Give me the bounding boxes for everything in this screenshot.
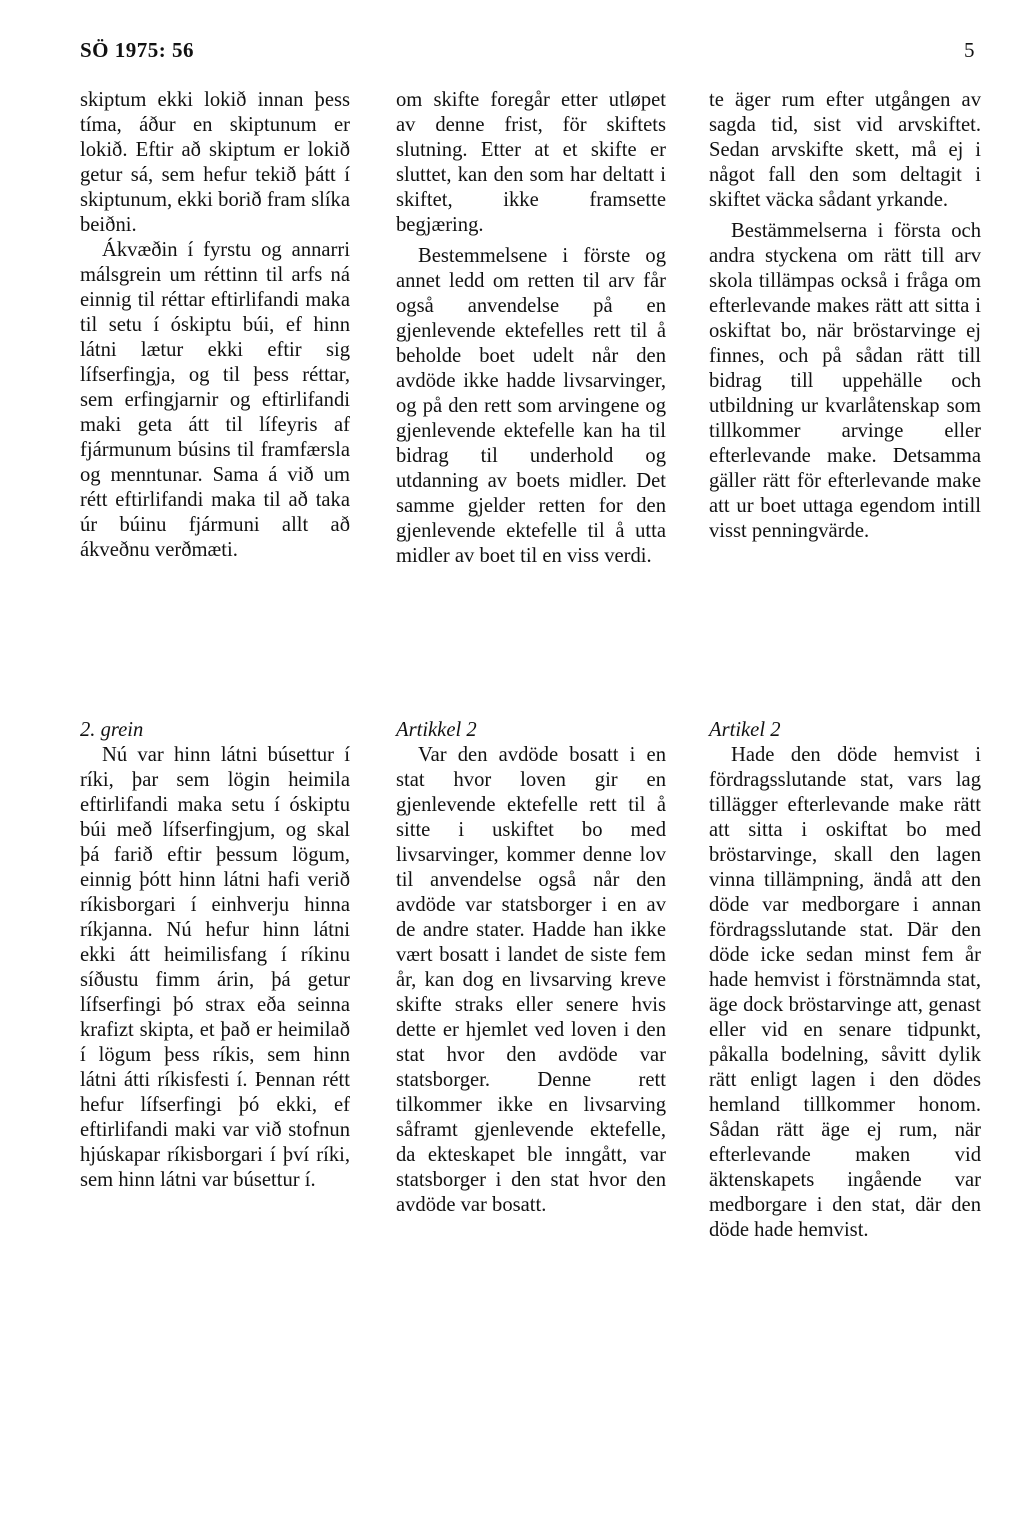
norwegian-column-section2 — [396, 718, 666, 1218]
paragraph: Ákvæðin í fyrstu og annarri málsgrein um réttinn til arfs ná einnig til réttar eftirlifandi maka til setu í óskiptu búi, ef hinn látni lætur ekki eftir sig lífserfingja, og til þess réttar, sem erfingjarnir og eftirlifandi maki geta átt til lífeyris af fjármunum búsins til framfærsla og menntunar. Sama á við um rétt eftirlifandi maka til að taka úr búinu fjármuni allt að ákveðnu verðmæti. — [80, 239, 350, 561]
series-reference: SÖ 1975: 56 — [80, 38, 195, 62]
paragraph: skiptum ekki lokið innan þess tíma, áður en skiptunum er lokið. Eftir að skiptum er lokið getur sá, sem hefur tekið þátt í skiptunum, ekki borið fram slíka beiðni. — [80, 89, 350, 236]
paragraph: om skifte foregår etter utløpet av denne frist, för skiftets slutning. Etter at et skifte er sluttet, kan den som har deltatt i skiftet, ikke framsette begjæring. — [396, 89, 666, 236]
paragraph: Bestämmelserna i första och andra styckena om rätt till arv skola tillämpas också i fråga om efterlevande makes rätt att sitta i oskiftat bo, när bröstarvinge ej finnes, och på sådan rätt till bidrag till uppehälle och utbildning ur kvarlåtenskap som tillkommer arvinge eller efterlevande make. Detsamma gäller rätt för efterlevande make att ur boet uttaga egendom intill visst penningvärde. — [709, 220, 981, 542]
icelandic-column-section2 — [80, 718, 350, 1193]
icelandic-column-section1 — [80, 88, 350, 563]
paragraph: Hade den döde hemvist i fördragsslutande stat, vars lag tillägger efterlevande make rätt att sitta i oskiftat bo med bröstarvinge, skall den lagen vinna tillämpning, ändå att den döde var medborgare i annan fördragsslutande stat. Där den döde icke sedan minst fem år hade hemvist i förstnämnda stat, äge dock bröstarvinge att, genast eller vid en senare tidpunkt, påkalla bodelning, såvitt dylik rätt enligt lagen i den dödes hemland tillkommer honom. Sådan rätt äge ej rum, när efterlevande maken vid äktenskapets ingående var medborgare i den stat, där den döde hade hemvist. — [709, 744, 981, 1241]
article-heading: Artikel 2 — [709, 719, 781, 741]
article-heading: 2. grein — [80, 719, 144, 741]
paragraph: Bestemmelsene i förste og annet ledd om retten til arv får også anvendelse på en gjenlevende ektefelles rett til å beholde boet udelt når den avdöde ikke hadde livsarvinger, og på den rett som arvingene og gjenlevende ektefelle kan ha til bidrag til underhold og utdanning av boets midler. Det samme gjelder retten for den gjenlevende ektefelle til å utta midler av boet til en viss verdi. — [396, 245, 666, 567]
norwegian-column-section1 — [396, 88, 666, 569]
article-heading: Artikkel 2 — [396, 719, 477, 741]
page-number: 5 — [964, 38, 975, 62]
swedish-column-section2 — [709, 718, 981, 1243]
swedish-column-section1 — [709, 88, 981, 544]
paragraph: te äger rum efter utgången av sagda tid, sist vid arvskiftet. Sedan arvskifte skett, må ej i något fall den som deltagit i skiftet väcka sådant yrkande. — [709, 89, 981, 211]
paragraph: Var den avdöde bosatt i en stat hvor loven gir en gjenlevende ektefelle rett til å sitte i uskiftet bo med livsarvinger, kommer denne lov til anvendelse også når den avdöde var statsborger i en av de andre stater. Hadde han ikke vært bosatt i landet de siste fem år, kan dog en livsarving kreve skifte straks eller senere hvis dette er hjemlet ved loven i den stat hvor den avdöde var statsborger. Denne rett tilkommer ikke en livsarving såframt gjenlevende ektefelle, da ekteskapet ble inngått, var statsborger i den stat hvor den avdöde var bosatt. — [396, 744, 666, 1216]
paragraph: Nú var hinn látni búsettur í ríki, þar sem lögin heimila eftirlifandi maka setu í óskiptu búi með lífserfingjum, og skal þá farið eftir þessum lögum, einnig þótt hinn látni hafi verið ríkisborgari í einhverju hinna ríkjanna. Nú hefur hinn látni ekki átt heimilisfang í ríkinu síðustu fimm árin, þá getur lífserfingi þó strax eða seinna krafizt skipta, et það er heimilað í lögum þess ríkis, sem hinn látni átti ríkisfesti í. Þennan rétt hefur lífserfingi þó ekki, ef eftirlifandi maki var við stofnun hjúskapar ríkisborgari í því ríki, sem hinn látni var búsettur í. — [80, 744, 350, 1191]
